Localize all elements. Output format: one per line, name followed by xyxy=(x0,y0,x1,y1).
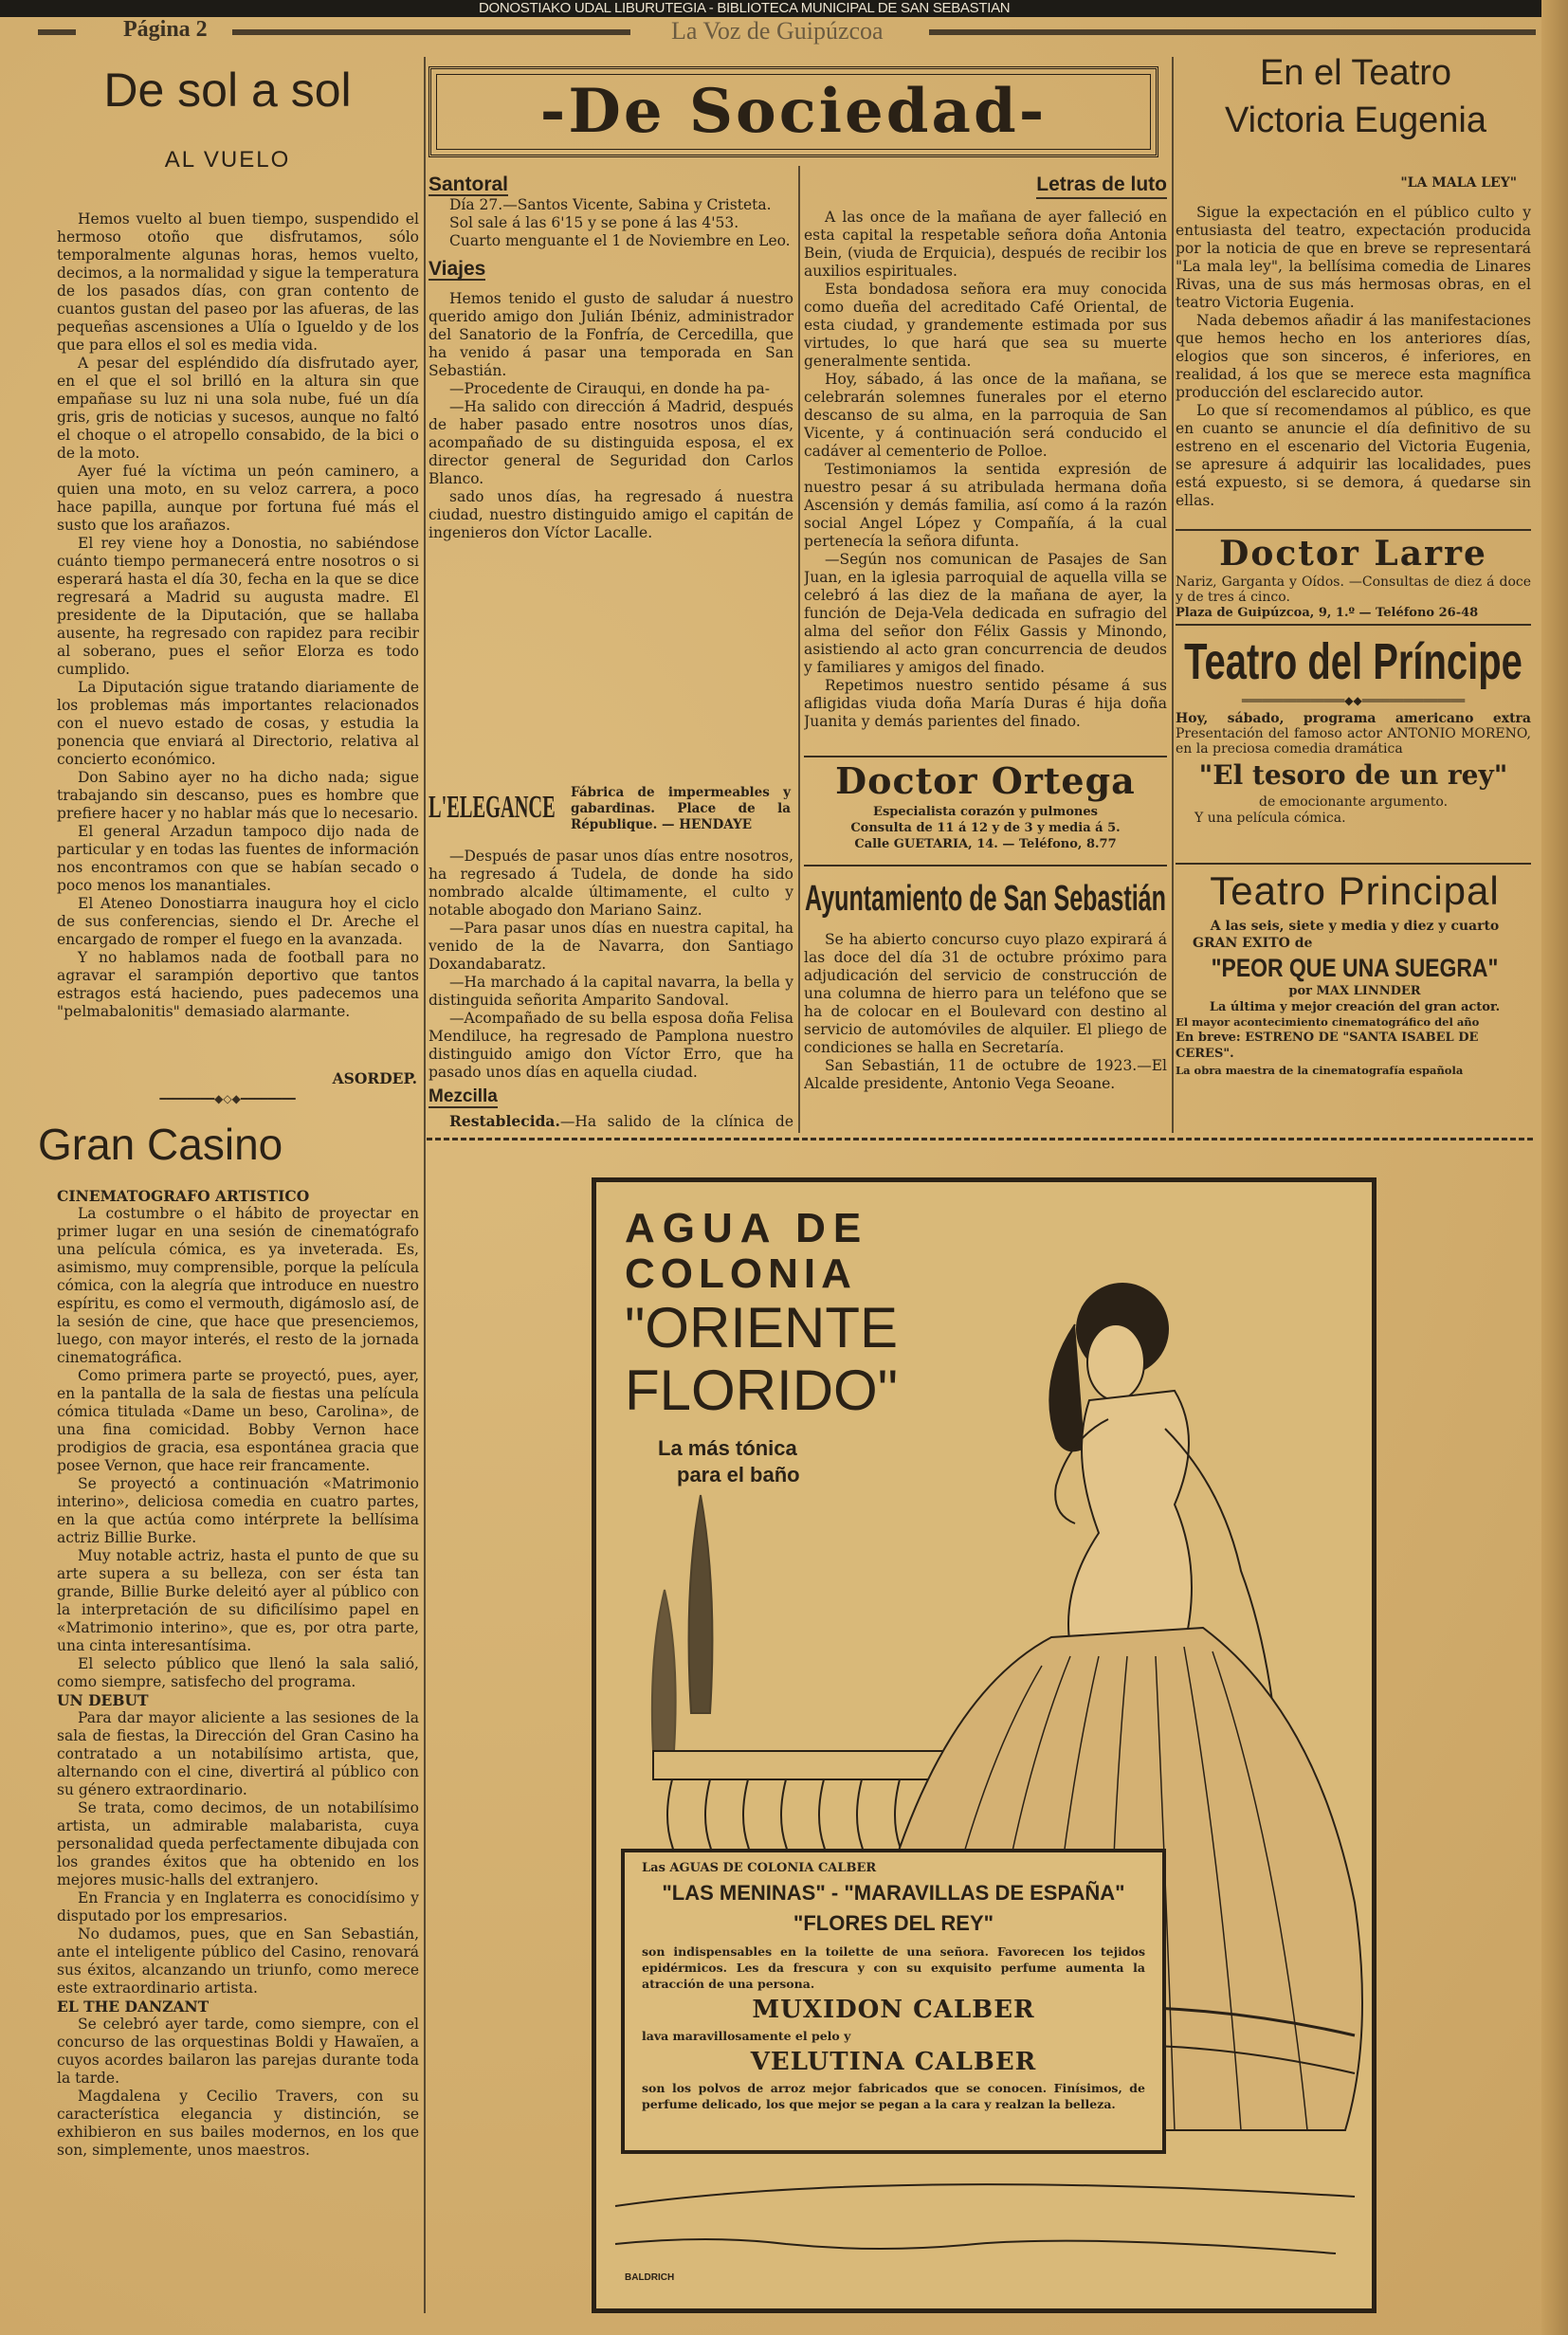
section-rule xyxy=(427,1138,1536,1140)
ad-headline xyxy=(625,1206,909,1488)
ad-line: En breve: ESTRENO DE "SANTA ISABEL DE CERES". xyxy=(1176,1031,1479,1061)
sociedad-column-left xyxy=(428,175,793,777)
ad-title: Doctor Larre xyxy=(1219,534,1487,574)
sociedad-banner xyxy=(428,66,1158,157)
paragraph: —Para pasar unos días en nuestra capital, ha venido de la de Navarra, don Santiago Doxandabaratz. xyxy=(428,920,793,973)
elegance-logo-wrap xyxy=(428,781,561,834)
paragraph: Se trata, como decimos, de un notabilísimo artista, un admirable malabarista, cuya personalidad queda perfectamente dibujada con los grandes éxitos que ha obtenido en los mejores music-halls del extranjero. xyxy=(57,1799,419,1888)
paragraph: Lo que sí recomendamos al público, es que en cuanto se anuncie el día definitivo de su estreno en el escenario del Victoria Eugenia, se apresure á adquirir las localidades, pues está expuesto, si se demora, á quedarse sin ellas. xyxy=(1176,402,1531,509)
santoral-text xyxy=(428,196,793,250)
paragraph: sado unos días, ha regresado á nuestra ciudad, nuestro distinguido amigo el capitán de ingenieros don Víctor Lacalle. xyxy=(428,488,793,541)
ad-line: Calle GUETARIA, 14. — Teléfono, 8.77 xyxy=(854,837,1117,851)
ad-line: Plaza de Guipúzcoa, 9, 1.º — Teléfono 26-48 xyxy=(1176,606,1479,620)
section-heading: Letras de luto xyxy=(1036,173,1167,199)
ad-line: por MAX LINNDER xyxy=(1288,984,1421,998)
paragraph: Y no hablamos nada de football para no agravar el sarampión deportivo que tantos estragos está haciendo, pues padecemos una "pelmabalonitis" demasiado alarmante. xyxy=(57,949,419,1020)
victoria-body xyxy=(1176,204,1531,517)
tagline: para el baño xyxy=(677,1463,800,1487)
section-heading: EL THE DANZANT xyxy=(57,1998,210,2016)
paragraph: Hemos vuelto al buen tiempo, suspendido el hermoso otoño que disfrutamos, sólo temporalmente algunas horas, hemos vuelto, decimos, a la normalidad y sigue la temperatura de los pasados días, con gran contento de cuantos gustan del paseo por las afueras, de las pequeñas ascensiones a Ulía o Igueldo y de los que para ellos el sol es media vida. xyxy=(57,210,419,354)
paragraph: A las once de la mañana de ayer falleció en esta capital la respetable señora doña Antonia Bein, (viuda de Erquicia), después de recibir los auxilios espirituales. xyxy=(804,209,1167,280)
paragraph: Testimoniamos la sentida expresión de nuestro pesar á su atribulada hermana doña Ascensión y demás familia, así como á la razón social Angel López y Compañía, á la cual pertenecía la señora difunta. xyxy=(804,461,1167,550)
headline-line: "ORIENTE xyxy=(625,1296,898,1359)
ad-line: GRAN EXITO de xyxy=(1193,936,1313,951)
column-divider xyxy=(798,166,800,1133)
ad-line: Y una película cómica. xyxy=(1194,811,1346,826)
product-title: VELUTINA CALBER xyxy=(750,2048,1037,2076)
sociedad-column-left-cont xyxy=(428,848,793,1132)
paragraph: El Ateneo Donostiarra inaugura hoy el ciclo de sus conferencias, siendo el Dr. Areche el encargado de romper el fuego en la avanzada. xyxy=(57,895,419,948)
paragraph: —Acompañado de su bella esposa doña Felisa Mendiluce, ha regresado de Pamplona nuestro distinguido amigo don Víctor Erro, que ha pasado unos días en aquella ciudad. xyxy=(428,1010,793,1081)
title-line: Victoria Eugenia xyxy=(1224,100,1487,140)
masthead: La Voz de Guipúzcoa xyxy=(671,17,884,45)
title-line: En el Teatro xyxy=(1259,53,1452,93)
colonia-advertisement xyxy=(592,1177,1377,2313)
mezcilla-lead: Restablecida. xyxy=(449,1112,560,1130)
ornament-rule: ━━━━━━━━◆◇◆━━━━━━━━ xyxy=(159,1092,296,1105)
ad-line: Presentación del famoso actor ANTONIO MORENO, en la preciosa comedia dramática xyxy=(1176,726,1531,757)
section-heading: Viajes xyxy=(428,258,486,280)
section-heading: Santoral xyxy=(428,175,509,195)
article-title: De sol a sol xyxy=(103,64,352,117)
product-names: "LAS MENINAS" - "MARAVILLAS DE ESPAÑA" xyxy=(662,1881,1125,1905)
paragraph: El general Arzadun tampoco dijo nada de particular y en todas las fuentes de información nos encontramos con que se habían secado o poco menos los manantiales. xyxy=(57,823,419,894)
section-paragraphs xyxy=(57,2016,419,2160)
box-intro: Las AGUAS DE COLONIA CALBER xyxy=(642,1861,877,1875)
doctor-larre-ad xyxy=(1176,533,1531,623)
product-title: MUXIDON CALBER xyxy=(752,1996,1035,2024)
paragraph: Don Sabino ayer no ha dicho nada; sigue trabajando sin descanso, pues es hombre que prefiere hacer y no hablar más que lo necesario. xyxy=(57,769,419,822)
calber-text-box xyxy=(621,1849,1166,2154)
article-body xyxy=(57,210,419,1068)
ad-line: El mayor acontecimiento cinematográfico del año xyxy=(1176,1015,1480,1029)
ad-line: de emocionante argumento. xyxy=(1258,794,1449,810)
paragraph: Magdalena y Cecilio Travers, con su característica elegancia y distinción, se exhibieron en sus bailes modernos, en los que son, simplemente, unos maestros. xyxy=(57,2088,419,2159)
paragraph: Nada debemos añadir á las manifestaciones que hemos hecho en los anteriores días, elogios que son sinceros, é inferiores, en realidad, á los que se merece esta magnífica producción del esclarecido autor. xyxy=(1176,312,1531,401)
scan-right-edge xyxy=(1541,0,1568,2335)
library-watermark: DONOSTIAKO UDAL LIBURUTEGIA - BIBLIOTECA MUNICIPAL DE SAN SEBASTIAN xyxy=(479,0,1011,16)
paragraph: —Después de pasar unos días entre nosotros, ha regresado á Tudela, de donde ha sido nombrado alcalde últimamente, el culto y notable abogado don Mariano Sainz. xyxy=(428,848,793,919)
paragraph: Cuarto menguante el 1 de Noviembre en Leo. xyxy=(449,232,791,249)
paragraph: Hoy, sábado, á las once de la mañana, se celebrarán solemnes funerales por el eterno descanso de su alma, en la parroquia de San Vicente, y á continuación será conducido el cadáver al cementerio de Polloe. xyxy=(804,371,1167,460)
box-text: son indispensables en la toilette de una señora. Favorecen los tejidos epidérmicos. Les da frescura y con su exquisito perfume aumenta la atracción de una persona. xyxy=(642,1944,1145,1991)
viajes-text xyxy=(428,848,793,1082)
article-title: Gran Casino xyxy=(38,1120,283,1169)
ad-line: A las seis, siete y media y diez y cuarto xyxy=(1210,919,1500,934)
headline-line: FLORIDO" xyxy=(625,1359,898,1422)
box-text: son los polvos de arroz mejor fabricados que se conocen. Finísimos, de perfume delicado, los que mejor se pegan a la cara y realzan la belleza. xyxy=(642,2081,1145,2111)
paragraph: —Procedente de Cirauqui, en donde ha pa- xyxy=(449,380,771,397)
paragraph: La costumbre o el hábito de proyectar en primer lugar en una sesión de cinematógrafo una película cómica, es ya inveterada. Es, asimismo, muy comprensible, porque la película cómica, con la alegría que introduce en nuestro espíritu, es como el vermouth, digámoslo así, de la sesión de cine, que hace que presenciemos, luego, con mayor interés, el resto de la jornada cinematográfica. xyxy=(57,1205,419,1366)
ad-line: Hoy, sábado, programa americano extra xyxy=(1176,711,1531,726)
luto-body xyxy=(804,209,1167,754)
section-heading: Mezcilla xyxy=(428,1086,498,1106)
ad-rule xyxy=(804,865,1167,867)
column-divider xyxy=(1172,57,1174,1133)
banner-title: -De Sociedad- xyxy=(539,76,1048,147)
paragraph: En Francia y en Inglaterra es conocidísimo y disputado por los empresarios. xyxy=(57,1889,419,1925)
notice-title: Ayuntamiento de San Sebastián xyxy=(805,879,1166,919)
elegance-logo: L'ELEGANCE xyxy=(428,790,556,825)
paragraph: —Ha salido con dirección á Madrid, después de haber pasado entre nosotros unos días, acompañado de su distinguida esposa, el ex director general de Seguridad don Carlos Blanco. xyxy=(428,398,793,487)
headline-line: AGUA DE xyxy=(625,1205,869,1251)
paragraph: Día 27.—Santos Vicente, Sabina y Cristeta. xyxy=(449,196,772,213)
paragraph: Muy notable actriz, hasta el punto de que su arte supera a su belleza, con ser ésta tan grande, Billie Burke deleitó ayer al público con la interpretación de su dificilísimo papel en «Matrimonio interino», que es, por otra parte, una cinta interesantísima. xyxy=(57,1547,419,1654)
film-title: "PEOR QUE UNA SUEGRA" xyxy=(1211,954,1499,982)
ad-line: Consulta de 11 á 12 y de 3 y media á 5. xyxy=(850,821,1121,835)
section-heading: CINEMATOGRAFO ARTISTICO xyxy=(57,1187,310,1205)
paragraph: Para dar mayor aliciente a las sesiones de la sala de fiestas, la Dirección del Gran Casino ha contratado a un notabilísimo artista, que, alternando con el cine, divertirá al público con su género extraordinario. xyxy=(57,1709,419,1798)
section-paragraphs xyxy=(57,1709,419,1998)
ad-rule xyxy=(1176,529,1531,531)
ad-rule xyxy=(1176,624,1531,626)
headline-line: COLONIA xyxy=(625,1250,857,1297)
product-names: "FLORES DEL REY" xyxy=(793,1911,994,1935)
article-subtitle: "LA MALA LEY" xyxy=(1400,175,1517,191)
header-rule xyxy=(929,29,1536,35)
section-heading: UN DEBUT xyxy=(57,1691,149,1709)
elegance-text: Fábrica de impermeables y gabardinas. Place de la République. — HENDAYE xyxy=(571,785,791,832)
teatro-principe-ad xyxy=(1176,628,1531,855)
ad-title: Teatro Principal xyxy=(1210,868,1500,913)
teatro-principal-ad xyxy=(1176,865,1534,1121)
paragraph: Sigue la expectación en el público culto y entusiasta del teatro, expectación producida por la noticia de que en breve se representará "La mala ley", la bellísima comedia de Linares Rivas, una de sus más hermosas obras, en el teatro Victoria Eugenia. xyxy=(1176,204,1531,311)
paragraph: Como primera parte se proyectó, pues, ayer, en la pantalla de la sala de fiestas una película cómica titulada «Dame un beso, Carolina», de una fina comicidad. Bobby Vernon hace prodigios de gracia, esa espontánea gracia que posee Vernon, que hace reir francamente. xyxy=(57,1367,419,1474)
ayuntamiento-notice-title xyxy=(804,870,1167,927)
paragraph: El selecto público que llenó la sala salió, como siempre, satisfecho del programa. xyxy=(57,1655,419,1690)
paragraph: El rey viene hoy a Donostia, no sabiéndose cuánto tiempo permanecerá entre nosotros o si esperará hasta el día 30, fecha en la que se dice regresará a Madrid su augusta madre. El presidente de la Diputación, que se hallaba ausente, ha regresado con rapidez para recibir al soberano, pues el señor Elorza es todo cumplido. xyxy=(57,535,419,678)
artist-signature: BALDRICH xyxy=(625,2272,675,2283)
page-number: Página 2 xyxy=(123,17,208,42)
paragraph: San Sebastián, 11 de octubre de 1923.—El Alcalde presidente, Antonio Vega Seoane. xyxy=(804,1057,1167,1092)
header-rule xyxy=(38,29,76,35)
ayuntamiento-notice-body xyxy=(804,931,1167,1121)
ad-title: Teatro del Príncipe xyxy=(1184,633,1522,690)
article-subtitle: AL VUELO xyxy=(164,147,291,173)
paragraph: Esta bondadosa señora era muy conocida como dueña del acreditado Café Oriental, de esta ciudad, y grandemente estimada por sus virtudes, lo que hará que sea su muerte generalmente sentida. xyxy=(804,281,1167,370)
paragraph: —Ha marchado á la capital navarra, la bella y distinguida señorita Amparito Sandoval. xyxy=(428,974,793,1009)
paragraph: La Diputación sigue tratando diariamente de los problemas más importantes relacionados con el nuevo estado de cosas, y estudia la ponencia que enviará al Directorio, relativa al concierto económico. xyxy=(57,679,419,768)
balustrade-rail xyxy=(653,1751,966,1779)
paragraph: —Según nos comunican de Pasajes de San Juan, en la iglesia parroquial de aquella villa se celebró á las diez de la mañana de ayer, la función de Deja-Vela dedicada en sufragio del alma del señor don Félix Gassis y Minondo, asistiendo al acto gran concurrencia de deudos y familiares y amigos del finado. xyxy=(804,551,1167,676)
viajes-text xyxy=(428,290,793,542)
paragraph: No dudamos, pues, que en San Sebastián, ante el inteligente público del Casino, renovará sus éxitos, alcanzando un triunfo, como merece este extraordinario artista. xyxy=(57,1925,419,1997)
doctor-ortega-ad xyxy=(804,758,1167,858)
article-signature: ASORDEP. xyxy=(332,1069,417,1087)
ornament-rule: ═══════════════◆◆═══════════════ xyxy=(1241,694,1466,707)
tagline: La más tónica xyxy=(658,1436,797,1460)
victoria-eugenia-title xyxy=(1176,49,1536,149)
mezcilla-body: —Ha salido de la clínica de xyxy=(559,1113,793,1130)
ad-rule xyxy=(804,756,1167,757)
box-text: lava maravillosamente el pelo y xyxy=(642,2029,851,2043)
cypress-tree xyxy=(689,1495,713,1713)
article-sol xyxy=(38,57,417,123)
paragraph: Se proyectó a continuación «Matrimonio interino», deliciosa comedia en cuatro partes, en la que actúa como intérprete la bellísima actriz Billie Burke. xyxy=(57,1475,419,1546)
ad-line: Especialista corazón y pulmones xyxy=(873,805,1098,819)
paragraph: Ayer fué la víctima un peón caminero, a quien una moto, en su veloz carrera, a poco hace papilla, aunque por fortuna fué más el susto que los arañazos. xyxy=(57,463,419,534)
luto-heading-wrap xyxy=(804,173,1167,202)
cypress-tree xyxy=(652,1590,676,1751)
paragraph: A pesar del espléndido día disfrutado ayer, en el que el sol brilló en la altura sin que empañase su luz ni una sola nube, fué un día gris, gris de noticias y sucesos, aunque no faltó el choque o el atropello consabido, de la bici o de la moto. xyxy=(57,355,419,462)
gran-casino-body xyxy=(57,1187,419,2315)
section-paragraphs xyxy=(57,1205,419,1691)
ad-line: La obra maestra de la cinematografía española xyxy=(1176,1064,1464,1077)
elegance-ad xyxy=(428,777,793,846)
paragraph: Hemos tenido el gusto de saludar á nuestro querido amigo don Julián Ibéniz, administrador del Sanatorio de la Fonfría, de Cercedilla, que ha venido á pasar una temporada en San Sebastián. xyxy=(428,290,793,379)
paragraph: Repetimos nuestro sentido pésame á sus afligidas viuda doña María Duras é hija doña Juanita y demás parientes del finado. xyxy=(804,677,1167,730)
mezcilla-text xyxy=(428,1112,793,1132)
page-header xyxy=(38,19,1536,44)
ad-line: Nariz, Garganta y Oídos. —Consultas de diez á doce y de tres á cinco. xyxy=(1176,575,1531,605)
paragraph: Se celebró ayer tarde, como siempre, con el concurso de las orquestinas Boldi y Hawaïen, a cuyos acordes bailaron las parejas durante toda la tarde. xyxy=(57,2016,419,2087)
column-divider xyxy=(424,57,426,2313)
film-title: "El tesoro de un rey" xyxy=(1198,759,1508,791)
paragraph: Sol sale á las 6'15 y se pone á las 4'53. xyxy=(449,214,739,231)
ad-title: Doctor Ortega xyxy=(835,759,1136,802)
header-rule xyxy=(232,29,630,35)
paragraph: Se ha abierto concurso cuyo plazo expirará á las doce del día 31 de octubre próximo para adjudicación del servicio de construcción de una columna de hierro para un teléfono que se ha de colocar en el Boulevard con destino al servicio de automóviles de alquiler. El pliego de condiciones se halla en Secretaría. xyxy=(804,931,1167,1056)
ad-line: La última y mejor creación del gran actor. xyxy=(1209,1000,1501,1014)
